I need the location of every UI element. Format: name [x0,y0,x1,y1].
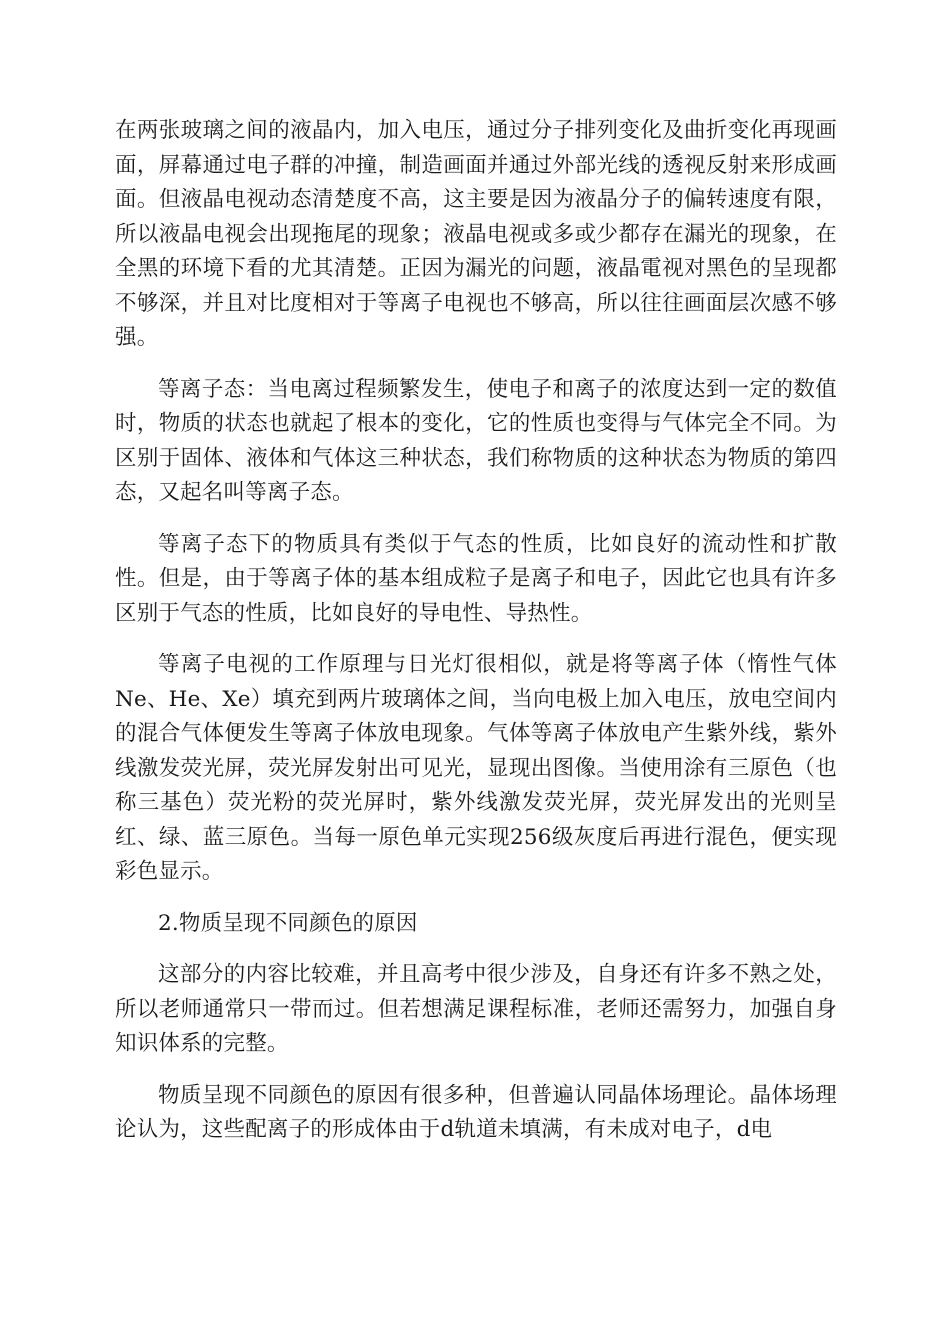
document-page [115,114,837,1165]
paragraph-lcd-continuation: 在两张玻璃之间的液晶内，加入电压，通过分子排列变化及曲折变化再现画面，屏幕通过电子群的冲撞，制造画面并通过外部光线的透视反射来形成画面。但液晶电视动态清楚度不高，这主要是因为液晶分子的偏转速度有限，所以液晶电视会出现拖尾的现象；液晶电视或多或少都存在漏光的现象，在全黑的环境下看的尤其清楚。正因为漏光的问题，液晶電视对黑色的呈现都不够深，并且对比度相对于等离子电视也不够高，所以往往画面层次感不够强。 [115,118,837,350]
paragraph-plasma-tv-principle: 等离子电视的工作原理与日光灯很相似，就是将等离子体（惰性气体Ne、He、Xe）填充到两片玻璃体之间，当向电极上加入电压，放电空间内的混合气体便发生等离子体放电现象。气体等离子体放电产生紫外线，紫外线激发荧光屏，荧光屏发射出可见光，显现出图像。当使用涂有三原色（也称三基色）荧光粉的荧光屏时，紫外线激发荧光屏，荧光屏发出的光则呈红、绿、蓝三原色。当每一原色单元实现256级灰度后再进行混色，便实现彩色显示。 [115,652,837,884]
paragraph-plasma-properties: 等离子态下的物质具有类似于气态的性质，比如良好的流动性和扩散性。但是，由于等离子体的基本组成粒子是离子和电子，因此它也具有许多区别于气态的性质，比如良好的导电性、导热性。 [115,531,837,626]
paragraph-plasma-state-definition: 等离子态：当电离过程频繁发生，使电子和离子的浓度达到一定的数值时，物质的状态也就起了根本的变化，它的性质也变得与气体完全不同。为区别于固体、液体和气体这三种状态，我们称物质的这种状态为物质的第四态，又起名叫等离子态。 [115,376,837,505]
paragraph-crystal-field-theory: 物质呈现不同颜色的原因有很多种，但普遍认同晶体场理论。晶体场理论认为，这些配离子的形成体由于d轨道未填满，有未成对电子，d电 [115,1082,837,1142]
paragraph-teaching-note: 这部分的内容比较难，并且高考中很少涉及，自身还有许多不熟之处，所以老师通常只一带而过。但若想满足课程标准，老师还需努力，加强自身知识体系的完整。 [115,962,837,1056]
section-heading-color-causes: 2.物质呈现不同颜色的原因 [158,910,418,936]
